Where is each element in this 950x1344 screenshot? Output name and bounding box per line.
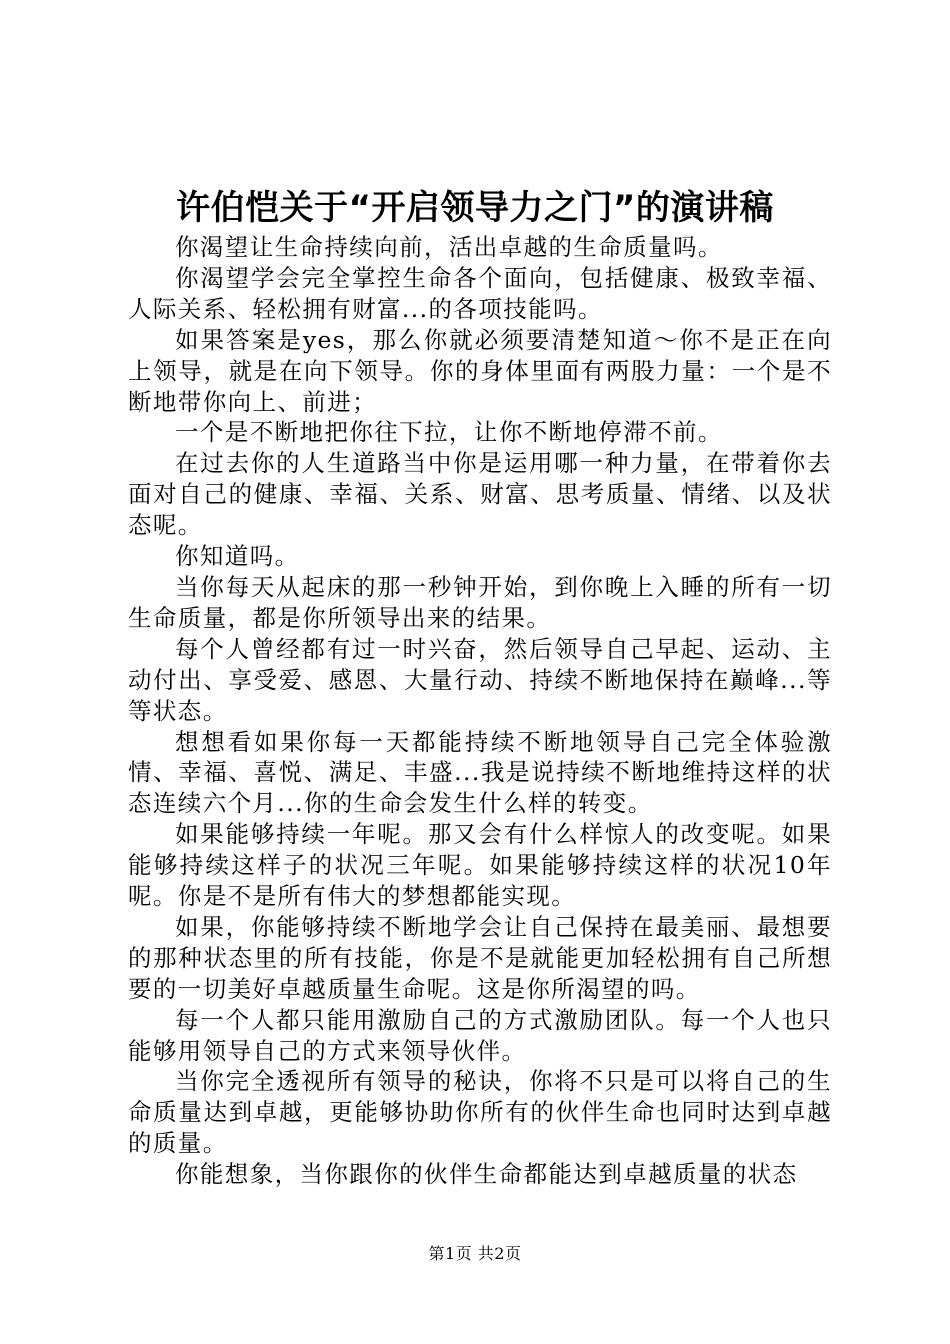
paragraph: 每一个人都只能用激励自己的方式激励团队。每一个人也只能够用领导自己的方式来领导伙伴。 xyxy=(128,1005,832,1065)
paragraph: 你知道吗。 xyxy=(175,542,300,571)
paragraph: 当你每天从起床的那一秒钟开始，到你晚上入睡的所有一切生命质量，都是你所领导出来的结果。 xyxy=(128,572,832,632)
paragraph: 如果答案是yes，那么你就必须要清楚知道～你不是正在向上领导，就是在向下领导。你的身体里面有两股力量：一个是不断地带你向上、前进； xyxy=(128,325,832,416)
document-title: 许伯恺关于“开启领导力之门”的演讲稿 xyxy=(176,188,774,228)
paragraph: 如果，你能够持续不断地学会让自己保持在最美丽、最想要的那种状态里的所有技能，你是不是就能更加轻松拥有自己所想要的一切美好卓越质量生命呢。这是你所渴望的吗。 xyxy=(128,912,832,1003)
paragraph: 如果能够持续一年呢。那又会有什么样惊人的改变呢。如果能够持续这样子的状况三年呢。如果能够持续这样的状况10年呢。你是不是所有伟大的梦想都能实现。 xyxy=(128,820,832,911)
paragraph: 你能想象，当你跟你的伙伴生命都能达到卓越质量的状态 xyxy=(175,1160,798,1189)
paragraph: 你渴望学会完全掌控生命各个面向，包括健康、极致幸福、人际关系、轻松拥有财富...的各项技能吗。 xyxy=(128,263,832,323)
document-body xyxy=(128,232,832,1190)
paragraph: 一个是不断地把你往下拉，让你不断地停滞不前。 xyxy=(175,418,723,447)
paragraph: 在过去你的人生道路当中你是运用哪一种力量，在带着你去面对自己的健康、幸福、关系、财富、思考质量、情绪、以及状态呢。 xyxy=(128,449,832,540)
paragraph: 当你完全透视所有领导的秘诀，你将不只是可以将自己的生命质量达到卓越，更能够协助你所有的伙伴生命也同时达到卓越的质量。 xyxy=(128,1067,832,1158)
paragraph: 你渴望让生命持续向前，活出卓越的生命质量吗。 xyxy=(175,233,723,261)
page-number-footer: 第1页 共2页 xyxy=(428,1244,522,1263)
paragraph: 每个人曾经都有过一时兴奋，然后领导自己早起、运动、主动付出、享受爱、感恩、大量行动、持续不断地保持在巅峰...等等状态。 xyxy=(128,634,832,725)
paragraph: 想想看如果你每一天都能持续不断地领导自己完全体验激情、幸福、喜悦、满足、丰盛...我是说持续不断地维持这样的状态连续六个月...你的生命会发生什么样的转变。 xyxy=(128,727,832,818)
